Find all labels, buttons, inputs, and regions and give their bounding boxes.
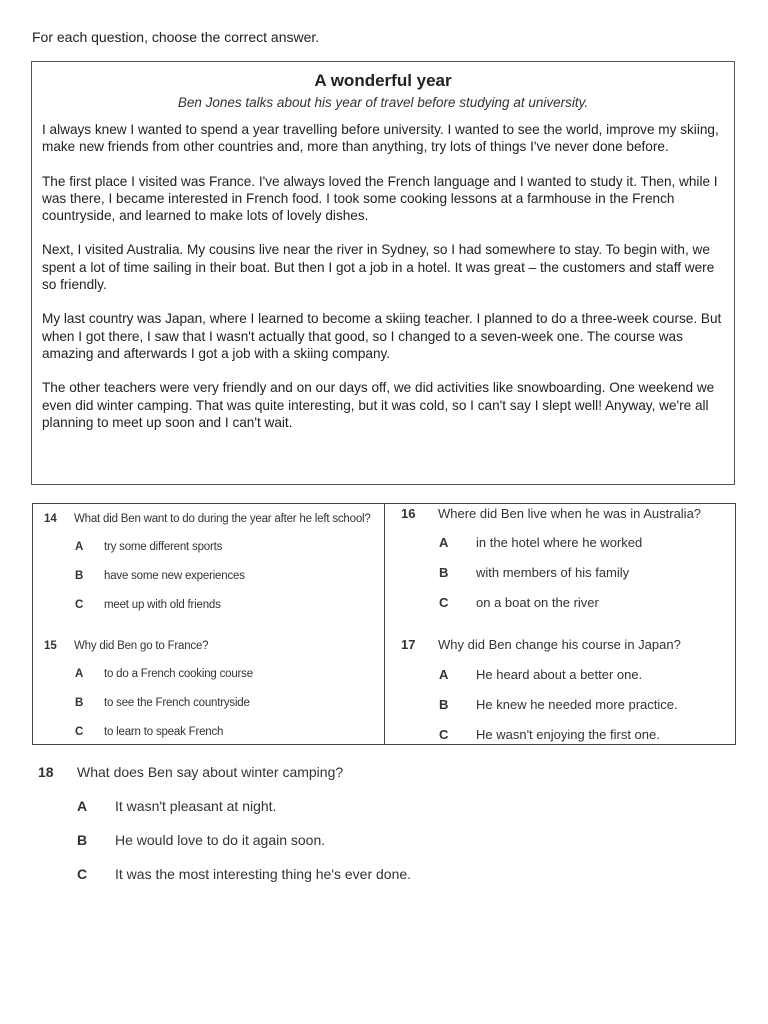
option-letter: B xyxy=(77,832,88,848)
option-text: with members of his family xyxy=(476,565,630,580)
question-text: What did Ben want to do during the year after he left school? xyxy=(74,513,371,525)
question-number: 14 xyxy=(44,513,57,525)
paragraph-4: My last country was Japan, where I learned to become a skiing teacher. I planned to do a three-week course. But when I got there, I saw that I wasn't actually that good, so I changed to a seven-week one. The course was amazing and afterwards I got a job with a skiing company. xyxy=(42,311,722,361)
option-text: to learn to speak French xyxy=(104,726,224,738)
paragraph-2: The first place I visited was France. I've always loved the French language and I wanted to study it. Then, while I was there, I became interested in French food. I took some cooking lessons at a farmhouse in the French countryside, and learned to make lots of lovely dishes. xyxy=(42,173,718,224)
text-subtitle: Ben Jones talks about his year of travel before studying at university. xyxy=(177,95,589,110)
question-number: 16 xyxy=(401,506,416,521)
option-text: He knew he needed more practice. xyxy=(476,697,678,712)
text-title: A wonderful year xyxy=(314,71,452,90)
option-letter: A xyxy=(439,535,449,550)
option-letter: C xyxy=(75,726,84,738)
question-text: Why did Ben go to France? xyxy=(74,640,209,652)
option-letter: B xyxy=(75,697,84,709)
option-letter: C xyxy=(439,595,449,610)
option-text: He heard about a better one. xyxy=(476,667,643,682)
option-letter: C xyxy=(75,599,84,611)
option-letter: B xyxy=(439,697,449,712)
option-text: meet up with old friends xyxy=(104,599,221,611)
question-number: 15 xyxy=(44,640,57,652)
option-text: It was the most interesting thing he's ever done. xyxy=(115,866,412,882)
option-text: to do a French cooking course xyxy=(104,668,253,680)
question-text: Why did Ben change his course in Japan? xyxy=(438,637,681,652)
option-text: in the hotel where he worked xyxy=(476,535,643,550)
question-number: 18 xyxy=(38,764,54,780)
paragraph-3: Next, I visited Australia. My cousins live near the river in Sydney, so I had somewhere to stay. To begin with, we spent a lot of time sailing in their boat. But then I got a job in a hotel. It was great – the customers and staff were so friendly. xyxy=(42,242,715,293)
option-letter: B xyxy=(439,565,449,580)
option-letter: B xyxy=(75,570,84,582)
option-text: on a boat on the river xyxy=(476,595,599,610)
option-letter: A xyxy=(77,798,88,814)
option-text: to see the French countryside xyxy=(104,697,250,709)
option-text: have some new experiences xyxy=(104,570,245,582)
option-text: He wasn't enjoying the first one. xyxy=(476,727,660,742)
question-number: 17 xyxy=(401,637,416,652)
option-text: He would love to do it again soon. xyxy=(115,832,326,848)
option-letter: A xyxy=(439,667,449,682)
paragraph-5: The other teachers were very friendly and on our days off, we did activities like snowboarding. One weekend we even did winter camping. That was quite interesting, but it was cold, so I can't say I slept well! Anyway, we're all planning to meet up soon and I can't wait. xyxy=(42,380,715,430)
option-letter: C xyxy=(439,727,449,742)
option-text: try some different sports xyxy=(104,541,223,553)
option-letter: A xyxy=(75,668,84,680)
question-18 xyxy=(0,762,768,902)
option-letter: C xyxy=(77,866,88,882)
paragraph-1: I always knew I wanted to spend a year travelling before university. I wanted to see the world, improve my skiing, make new friends from other countries and, more than anything, try lots of things I've never done before. xyxy=(42,122,719,155)
option-text: It wasn't pleasant at night. xyxy=(115,798,277,814)
questions-box xyxy=(32,503,736,745)
column-divider xyxy=(384,504,385,744)
instruction-text: For each question, choose the correct answer. xyxy=(32,29,320,45)
question-text: Where did Ben live when he was in Australia? xyxy=(438,506,702,521)
question-text: What does Ben say about winter camping? xyxy=(77,764,344,780)
reading-text-box xyxy=(31,61,735,485)
option-letter: A xyxy=(75,541,84,553)
